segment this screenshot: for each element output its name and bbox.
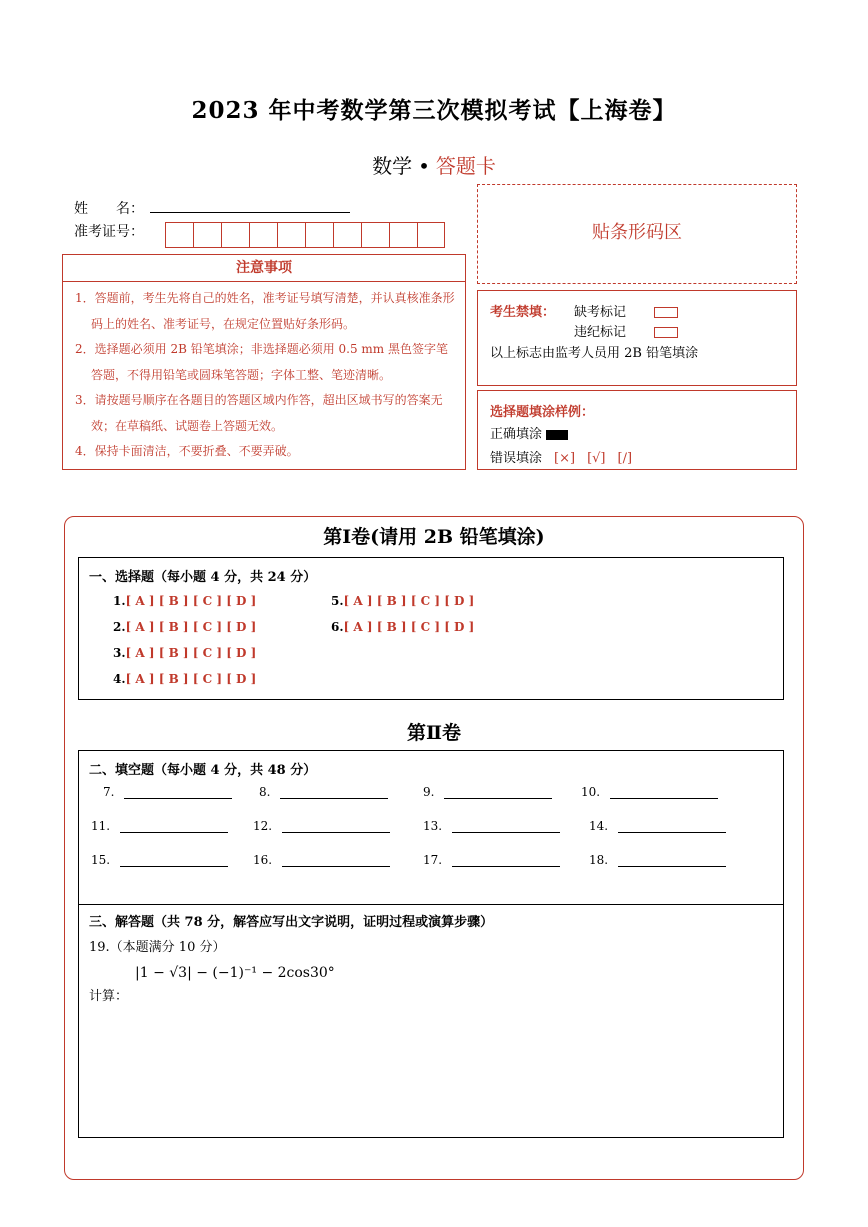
question-19-heading: 19.（本题满分 10 分） (89, 940, 226, 955)
forbid-note: 以上标志由监考人员用 2B 铅笔填涂 (490, 346, 699, 361)
mc-options[interactable]: [ A ] [ B ] [ C ] [ D ] (125, 646, 257, 660)
question-19-label: 计算： (89, 989, 129, 1004)
notice-body (63, 282, 465, 465)
exam-title: 2023 年中考数学第三次模拟考试【上海卷】 (191, 97, 677, 124)
fill-question-15[interactable]: 15. (91, 853, 228, 867)
answer-blank[interactable] (282, 831, 390, 833)
answer-card-label: 答题卡 (435, 154, 496, 178)
fill-question-8[interactable]: 8. (259, 785, 388, 799)
fill-question-14[interactable]: 14. (589, 819, 726, 833)
answer-blank[interactable] (282, 865, 390, 867)
exam-id-label: 准考证号： (74, 224, 144, 240)
correct-fill-mark (546, 430, 568, 440)
fill-question-13[interactable]: 13. (423, 819, 560, 833)
fill-sample-panel (477, 390, 797, 470)
notice-item: 2．选择题必须用 2B 铅笔填涂；非选择题必须用 0.5 mm 黑色签字笔答题，不得用铅笔或圆珠笔答题；字体工整、笔迹清晰。 (75, 342, 449, 382)
mc-options[interactable]: [ A ] [ B ] [ C ] [ D ] (125, 594, 257, 608)
subject-label: 数学 (372, 154, 413, 178)
answer-blank[interactable] (452, 865, 560, 867)
answer-blank[interactable] (444, 797, 552, 799)
forbid-title: 考生禁填： (490, 305, 556, 320)
fill-in-section (78, 750, 784, 905)
exam-id-cell[interactable] (193, 222, 221, 248)
exam-id-cell[interactable] (277, 222, 305, 248)
barcode-area: 贴条形码区 (477, 184, 797, 284)
mc-question-4[interactable]: 4.[ A ] [ B ] [ C ] [ D ] (113, 672, 257, 686)
fill-heading: 二、填空题（每小题 4 分，共 48 分） (89, 763, 317, 778)
mc-options[interactable]: [ A ] [ B ] [ C ] [ D ] (343, 620, 475, 634)
exam-id-boxes[interactable] (165, 222, 445, 248)
subtitle-dot: • (418, 154, 430, 178)
notice-item: 4．保持卡面清洁，不要折叠、不要弄破。 (75, 444, 299, 458)
wrong-sample-row (490, 447, 632, 466)
violation-mark-row (574, 321, 678, 340)
answer-blank[interactable] (280, 797, 388, 799)
question-19-expression: |1 − √3| − (−1)⁻¹ − 2cos30° (135, 965, 335, 981)
answer-blank[interactable] (120, 865, 228, 867)
exam-id-cell[interactable] (305, 222, 333, 248)
answer-blank[interactable] (610, 797, 718, 799)
answer-blank[interactable] (120, 831, 228, 833)
mc-options[interactable]: [ A ] [ B ] [ C ] [ D ] (343, 594, 475, 608)
mc-question-1[interactable]: 1.[ A ] [ B ] [ C ] [ D ] (113, 594, 257, 608)
correct-fill-label: 正确填涂 (490, 427, 543, 442)
mc-question-2[interactable]: 2.[ A ] [ B ] [ C ] [ D ] (113, 620, 257, 634)
mc-question-5[interactable]: 5.[ A ] [ B ] [ C ] [ D ] (331, 594, 475, 608)
solve-heading: 三、解答题（共 78 分，解答应写出文字说明，证明过程或演算步骤） (89, 915, 494, 930)
notice-heading: 注意事项 (63, 255, 465, 282)
fill-question-18[interactable]: 18. (589, 853, 726, 867)
fill-question-9[interactable]: 9. (423, 785, 552, 799)
answer-sheet-subtitle (0, 150, 868, 179)
exam-id-cell[interactable] (333, 222, 361, 248)
fill-question-7[interactable]: 7. (103, 785, 232, 799)
answer-blank[interactable] (618, 865, 726, 867)
mc-heading: 一、选择题（每小题 4 分，共 24 分） (89, 570, 317, 585)
wrong-mark: [√] (587, 451, 606, 466)
exam-id-cell[interactable] (249, 222, 277, 248)
volume-1-title: 第Ⅰ卷(请用 2B 铅笔填涂) (323, 526, 545, 548)
exam-id-cell[interactable] (221, 222, 249, 248)
absent-mark-label: 缺考标记 (574, 305, 627, 320)
volume-2-title: 第Ⅱ卷 (406, 722, 461, 744)
absent-mark-box[interactable] (654, 307, 678, 318)
solution-section[interactable] (78, 905, 784, 1138)
name-field[interactable] (150, 212, 350, 213)
absent-mark-row (574, 301, 678, 320)
exam-id-cell[interactable] (165, 222, 193, 248)
notice-panel (62, 254, 466, 470)
mc-options[interactable]: [ A ] [ B ] [ C ] [ D ] (125, 620, 257, 634)
sample-title: 选择题填涂样例： (490, 405, 595, 420)
exam-id-cell[interactable] (389, 222, 417, 248)
fill-question-11[interactable]: 11. (91, 819, 228, 833)
mc-question-6[interactable]: 6.[ A ] [ B ] [ C ] [ D ] (331, 620, 475, 634)
fill-question-17[interactable]: 17. (423, 853, 560, 867)
name-label: 姓 名： (74, 201, 144, 217)
wrong-mark: [×] (554, 451, 576, 466)
fill-question-12[interactable]: 12. (253, 819, 390, 833)
mc-question-3[interactable]: 3.[ A ] [ B ] [ C ] [ D ] (113, 646, 257, 660)
answer-blank[interactable] (618, 831, 726, 833)
mc-options[interactable]: [ A ] [ B ] [ C ] [ D ] (125, 672, 257, 686)
correct-sample-row (490, 423, 568, 442)
answer-blank[interactable] (124, 797, 232, 799)
answer-blank[interactable] (452, 831, 560, 833)
examinee-forbidden-panel (477, 290, 797, 386)
multiple-choice-section (78, 557, 784, 700)
fill-question-16[interactable]: 16. (253, 853, 390, 867)
notice-item: 3．请按题号顺序在各题目的答题区域内作答，超出区域书写的答案无效；在草稿纸、试题卷上答题无效。 (75, 393, 443, 433)
exam-id-cell[interactable] (417, 222, 445, 248)
fill-question-10[interactable]: 10. (581, 785, 718, 799)
wrong-mark: [/] (617, 451, 633, 466)
notice-item: 1．答题前，考生先将自己的姓名，准考证号填写清楚，并认真核准条形码上的姓名、准考证号，在规定位置贴好条形码。 (75, 291, 455, 331)
exam-id-cell[interactable] (361, 222, 389, 248)
wrong-fill-label: 错误填涂 (490, 451, 543, 466)
violation-mark-box[interactable] (654, 327, 678, 338)
violation-mark-label: 违纪标记 (574, 325, 627, 340)
